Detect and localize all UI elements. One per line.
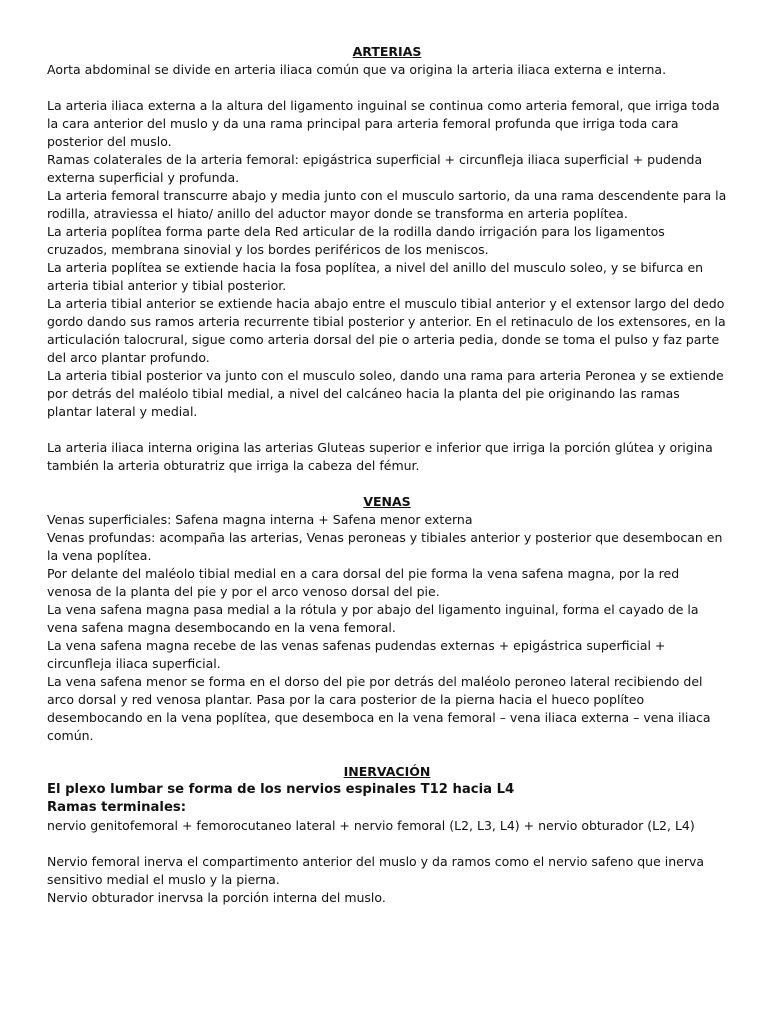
blank-line — [47, 745, 727, 763]
inervacion-heading: INERVACIÓN — [343, 764, 431, 779]
venas-paragraph-3: Por delante del maléolo tibial medial en a cara dorsal del pie forma la vena safena magna, por la red venosa de la planta del pie y por el arco venoso dorsal del pie. — [47, 566, 680, 599]
arterias-paragraph-6: La arteria poplítea se extiende hacia la fosa poplítea, a nivel del anillo del musculo soleo, y se bifurca en arteria tibial anterior y tibial posterior. — [47, 260, 704, 293]
arterias-paragraph-2: La arteria iliaca externa a la altura del ligamento inguinal se continua como arteria femoral, que irriga toda la cara anterior del muslo y da una rama principal para arteria femoral profunda que irriga toda cara posterior del muslo. — [47, 98, 720, 149]
venas-paragraph-5: La vena safena magna recebe de las venas safenas pudendas externas + epigástrica superficial + circunfleja iliaca superficial. — [47, 638, 666, 671]
venas-paragraph-4: La vena safena magna pasa medial a la rótula y por abajo del ligamento inguinal, forma el cayado de la vena safena magna desembocando en la vena femoral. — [47, 602, 699, 635]
blank-line — [47, 835, 727, 853]
venas-paragraph-2: Venas profundas: acompaña las arterias, Venas peroneas y tibiales anterior y posterior que desembocan en la vena poplítea. — [47, 530, 723, 563]
arterias-paragraph-8: La arteria tibial posterior va junto con el musculo soleo, dando una rama para arteria Peronea y se extiende por detrás del maléolo tibial medial, a nivel del calcáneo hacia la planta del pie originando las ramas plantar lateral y medial. — [47, 368, 724, 419]
blank-line — [47, 79, 727, 97]
inervacion-paragraph-1: nervio genitofemoral + femorocutaneo lateral + nervio femoral (L2, L3, L4) + nervio obturador (L2, L4) — [47, 818, 695, 833]
inervacion-paragraph-3: Nervio obturador inervsa la porción interna del muslo. — [47, 890, 386, 905]
arterias-paragraph-7: La arteria tibial anterior se extiende hacia abajo entre el musculo tibial anterior y el extensor largo del dedo gordo dando sus ramos arteria recurrente tibial posterior y anterior. En el retinaculo de los extensores, en la articulación talocrural, sigue como arteria dorsal del pie o arteria pedia, donde se toma el pulso y faz parte del arco plantar profundo. — [47, 296, 726, 365]
blank-line — [47, 475, 727, 493]
document-page — [47, 43, 727, 907]
venas-paragraph-1: Venas superficiales: Safena magna interna + Safena menor externa — [47, 512, 473, 527]
arterias-paragraph-5: La arteria poplítea forma parte dela Red articular de la rodilla dando irrigación para los ligamentos cruzados, membrana sinovial y los bordes periféricos de los meniscos. — [47, 224, 665, 257]
arterias-heading: ARTERIAS — [352, 44, 422, 59]
arterias-paragraph-4: La arteria femoral transcurre abajo y media junto con el musculo sartorio, da una rama descendente para la rodilla, atraviessa el hiato/ anillo del aductor mayor donde se transforma en arteria poplítea. — [47, 188, 727, 221]
blank-line — [47, 421, 727, 439]
inervacion-paragraph-2: Nervio femoral inerva el compartimento anterior del muslo y da ramos como el nervio safeno que inerva sensitivo medial el muslo y la pierna. — [47, 854, 705, 887]
arterias-paragraph-3: Ramas colaterales de la arteria femoral: epigástrica superficial + circunfleja iliaca superficial + pudenda externa superficial y profunda. — [47, 152, 703, 185]
inervacion-bold-line-2: Ramas terminales: — [47, 800, 187, 815]
arterias-paragraph-9: La arteria iliaca interna origina las arterias Gluteas superior e inferior que irriga la porción glútea y origina también la arteria obturatriz que irriga la cabeza del fémur. — [47, 440, 713, 473]
inervacion-bold-line-1: El plexo lumbar se forma de los nervios espinales T12 hacia L4 — [47, 782, 515, 797]
arterias-paragraph-1: Aorta abdominal se divide en arteria iliaca común que va origina la arteria iliaca externa e interna. — [47, 62, 667, 77]
venas-paragraph-6: La vena safena menor se forma en el dorso del pie por detrás del maléolo peroneo lateral recibiendo del arco dorsal y red venosa plantar. Pasa por la cara posterior de la pierna hacia el hueco poplíteo desembocando en la vena poplítea, que desemboca en la vena femoral – vena iliaca externa – vena iliaca común. — [47, 674, 711, 743]
venas-heading: VENAS — [363, 494, 411, 509]
